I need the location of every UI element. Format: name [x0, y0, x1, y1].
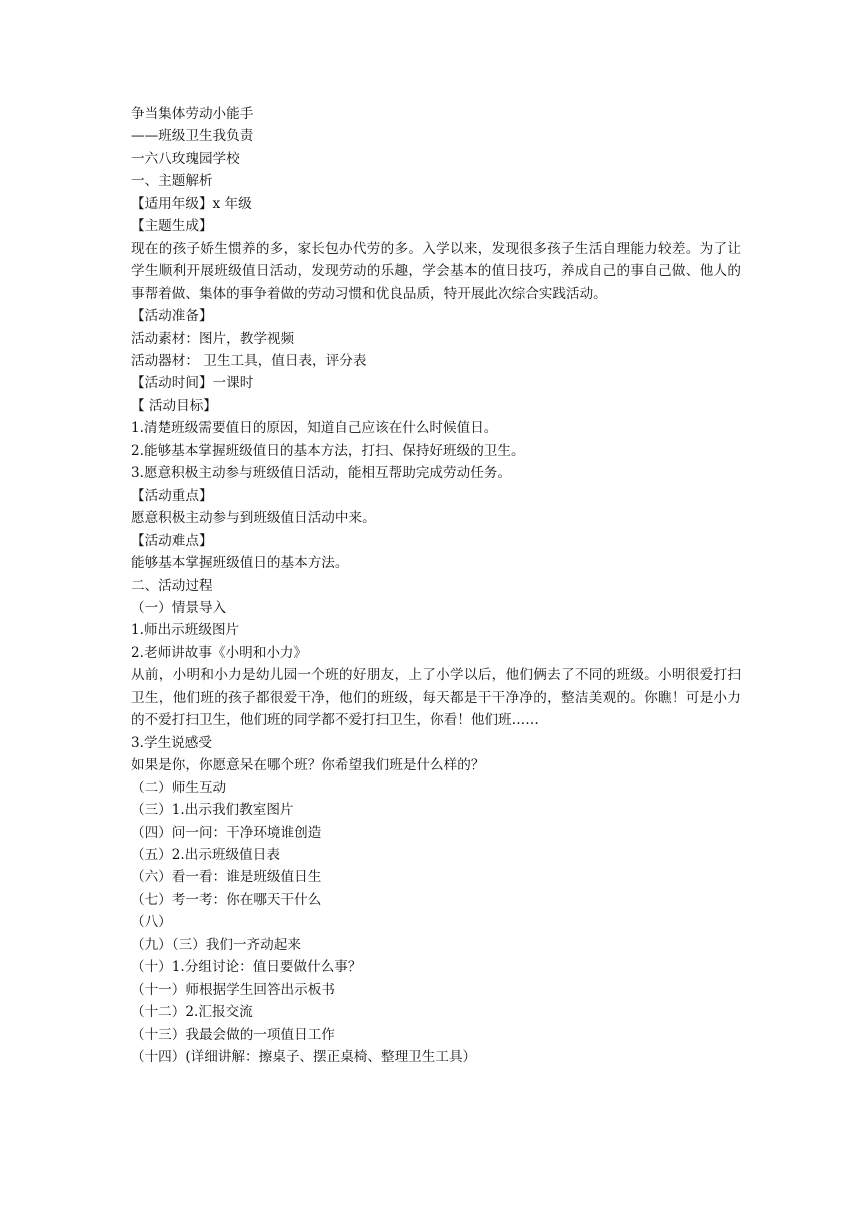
document-subtitle: ——班级卫生我负责	[131, 128, 254, 145]
list-item: 3.愿意积极主动参与班级值日活动，能相互帮助完成劳动任务。	[131, 465, 511, 482]
text-line: 如果是你，你愿意呆在哪个班？你希望我们班是什么样的？	[131, 757, 485, 774]
list-item: （十一）师根据学生回答出示板书	[131, 981, 335, 998]
list-item: （七）考一考：你在哪天干什么	[131, 891, 322, 908]
list-item: 2.能够基本掌握班级值日的基本方法，打扫、保持好班级的卫生。	[131, 442, 525, 459]
paragraph: 现在的孩子娇生惯养的多，家长包办代劳的多。入学以来，发现很多孩子生活自理能力较差。为了让学生顺利开展班级值日活动，发现劳动的乐趣，学会基本的值日技巧，养成自己的事自己做、他人的事帮着做、集体的事争着做的劳动习惯和优良品质，特开展此次综合实践活动。	[131, 240, 741, 302]
list-item: （二）师生互动	[131, 779, 227, 796]
list-item: （一）情景导入	[131, 599, 227, 616]
list-item: 3.学生说感受	[131, 734, 212, 751]
section-heading: 一、主题解析	[131, 173, 213, 190]
list-item: （四）问一问：干净环境谁创造	[131, 824, 322, 841]
list-item: （十）1.分组讨论：值日要做什么事？	[131, 959, 362, 976]
subsection-heading: 【主题生成】	[131, 218, 213, 235]
list-item: （五）2.出示班级值日表	[131, 846, 280, 863]
subsection-heading: 【活动时间】一课时	[131, 375, 254, 392]
list-item: （六）看一看：谁是班级值日生	[131, 869, 322, 886]
subsection-heading: 【活动准备】	[131, 308, 213, 325]
subsection-heading: 【活动重点】	[131, 487, 213, 504]
list-item: （九）（三）我们一齐动起来	[131, 936, 301, 953]
list-item: 1.师出示班级图片	[131, 622, 240, 639]
subsection-heading: 【 活动目标】	[131, 397, 217, 414]
list-item: 1.清楚班级需要值日的原因，知道自己应该在什么时候值日。	[131, 420, 498, 437]
list-item: （十二）2.汇报交流	[131, 1004, 253, 1021]
text-line: 能够基本掌握班级值日的基本方法。	[131, 555, 349, 572]
school-name: 一六八玫瑰园学校	[131, 150, 240, 167]
document-page	[131, 103, 741, 1068]
list-item: 2.老师讲故事《小明和小力》	[131, 644, 308, 661]
text-line: 愿意积极主动参与到班级值日活动中来。	[131, 510, 376, 527]
subsection-heading: 【活动难点】	[131, 532, 213, 549]
grade-line: 【适用年级】x 年级	[131, 195, 252, 212]
text-line: 活动素材：图片，教学视频	[131, 330, 295, 347]
list-item: （三）1.出示我们教室图片	[131, 802, 294, 819]
section-heading: 二、活动过程	[131, 577, 213, 594]
story-paragraph: 从前，小明和小力是幼儿园一个班的好朋友，上了小学以后，他们俩去了不同的班级。小明很爱打扫卫生，他们班的孩子都很爱干净，他们的班级，每天都是干干净净的，整洁美观的。你瞧！可是小力的不爱打扫卫生，他们班的同学都不爱打扫卫生，你看！他们班……	[131, 667, 741, 729]
text-line: 活动器材： 卫生工具，值日表，评分表	[131, 352, 367, 369]
document-title: 争当集体劳动小能手	[131, 106, 254, 122]
list-item: （十三）我最会做的一项值日工作	[131, 1026, 335, 1043]
list-item: （十四）(详细讲解：擦桌子、摆正桌椅、整理卫生工具）	[131, 1049, 477, 1066]
list-item: （八）	[131, 914, 172, 931]
